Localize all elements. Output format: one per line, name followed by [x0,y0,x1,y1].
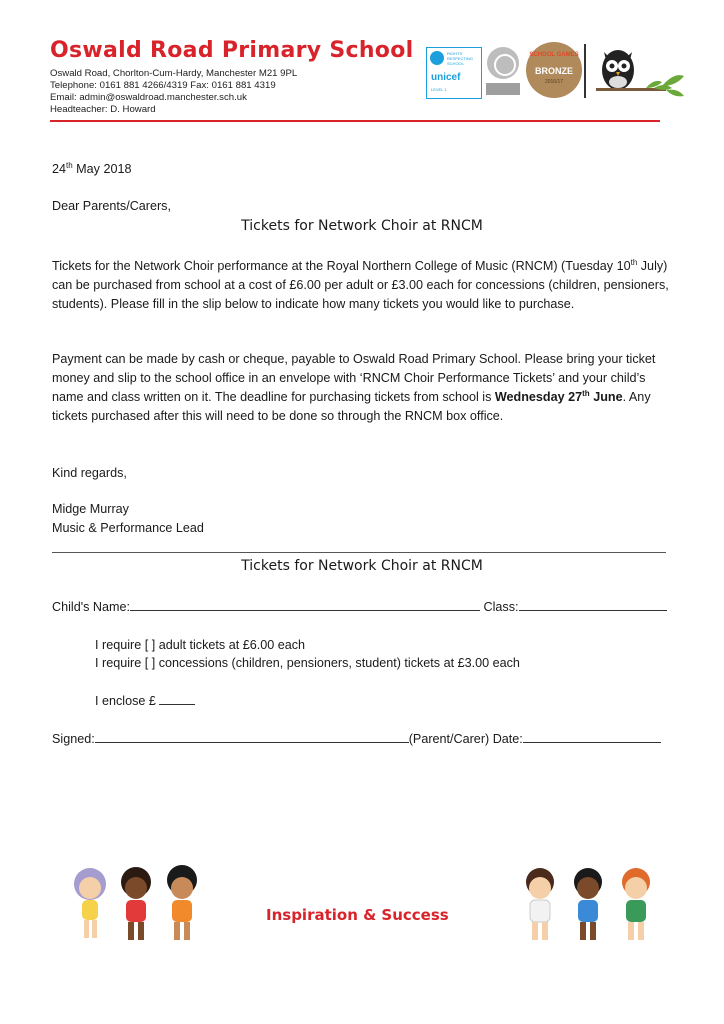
school-games-label: SCHOOL GAMES [529,52,579,58]
paragraph-2: Payment can be made by cash or cheque, payable to Oswald Road Primary School. Please bring your ticket money and slip to the school office in an envelope with ‘RNCM Choir Performance Tickets’ and your child’s name and class written on it. The deadline for purchasing tickets from school is Wednesday 27th June. Any tickets purchased after this will need to be done so through the RNCM box office. [52,352,656,423]
class-field[interactable] [519,598,667,611]
signer-role: Music & Performance Lead [52,521,204,535]
concession-tickets-line[interactable]: I require [ ] concessions (children, pensioners, student) tickets at £3.00 each [95,656,520,670]
child-name-row [52,598,672,617]
award-circle-icon [487,47,519,79]
school-games-bronze-logo [526,42,582,98]
headteacher: Headteacher: D. Howard [50,104,156,115]
header-rule [50,120,660,122]
date-field[interactable] [523,730,661,743]
signature-row [52,730,672,749]
signer-name: Midge Murray [52,502,129,516]
paragraph-1: Tickets for the Network Choir performance at the Royal Northern College of Music (RNCM) (Tuesday 10th July) can be purchased from school at a cost of £6.00 per adult or £3.00 each for concessions (children, pensioners, students). Please fill in the slip below to indicate how many tickets you would like to purchase. [52,257,669,311]
parent-date-label: (Parent/Carer) Date: [408,732,523,746]
bronze-label: BRONZE [535,66,573,76]
children-illustration-right [516,862,664,950]
slip-divider [52,552,666,553]
letter-title: Tickets for Network Choir at RNCM [241,218,483,234]
letter-date: 24th May 2018 [52,160,132,176]
closing: Kind regards, [52,466,127,480]
games-year-label: 2016/17 [544,79,564,85]
unicef-wordmark: unicef [431,72,461,83]
owl-icon [596,42,688,100]
award-plate-icon [486,83,520,95]
child-name-label: Child's Name: [52,600,130,614]
signature-field[interactable] [95,730,409,743]
slip-title: Tickets for Network Choir at RNCM [241,558,483,574]
unicef-rights-respecting-logo [426,47,482,99]
school-email: Email: admin@oswaldroad.manchester.sch.uk [50,92,247,103]
school-name: Oswald Road Primary School [50,38,414,63]
enclose-amount-field[interactable] [159,692,195,705]
school-telephone: Telephone: 0161 881 4266/4319 Fax: 0161 881 4319 [50,80,276,91]
adult-tickets-line[interactable]: I require [ ] adult tickets at £6.00 each [95,638,306,652]
signed-label: Signed: [52,732,95,746]
footer-slogan: Inspiration & Success [266,906,449,924]
rrs-label: RIGHTS RESPECTING SCHOOL [447,51,474,66]
child-name-field[interactable] [130,598,480,611]
children-illustration-left [62,862,214,950]
globe-icon [430,51,444,65]
unicef-level: LEVEL 1 [431,87,447,92]
logo-divider [584,44,586,98]
class-label: Class: [483,600,519,614]
school-address: Oswald Road, Chorlton-Cum-Hardy, Manchester M21 9PL [50,68,298,79]
greeting: Dear Parents/Carers, [52,199,171,213]
award-badge-logo [484,47,522,99]
enclose-row [95,692,715,711]
enclose-label: I enclose £ [95,694,156,708]
